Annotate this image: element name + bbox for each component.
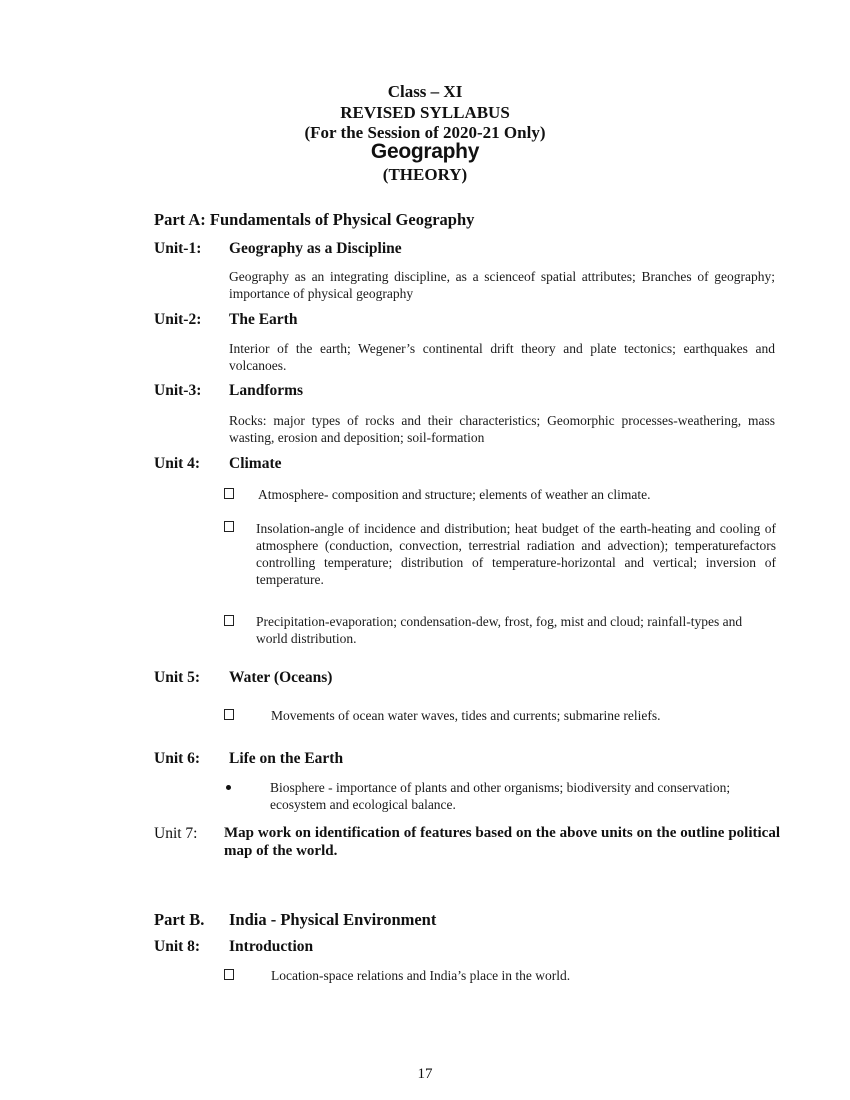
unit-1-description: Geography as an integrating discipline, as a scienceof spatial attributes; Branches of geography; importance of physical geography bbox=[229, 269, 775, 301]
unit-5-label: Unit 5: bbox=[154, 669, 201, 686]
part-a-heading: Part A: Fundamentals of Physical Geography bbox=[154, 210, 475, 229]
bullet-box-icon bbox=[224, 488, 234, 499]
bullet-box-icon bbox=[224, 615, 234, 626]
unit-6-title: Life on the Earth bbox=[229, 750, 344, 767]
unit-1-title: Geography as a Discipline bbox=[229, 240, 402, 257]
theory-heading: (THEORY) bbox=[382, 165, 468, 184]
unit-8-label: Unit 8: bbox=[154, 938, 201, 955]
bullet-box-icon bbox=[224, 969, 234, 980]
class-heading: Class – XI bbox=[387, 82, 463, 101]
unit-2-label: Unit-2: bbox=[154, 311, 202, 328]
part-b-title: India - Physical Environment bbox=[229, 910, 437, 929]
bullet-box-icon bbox=[224, 521, 234, 532]
unit-8-bullet-1: Location-space relations and India’s place in the world. bbox=[271, 968, 571, 983]
revised-syllabus-heading: REVISED SYLLABUS bbox=[340, 103, 510, 122]
unit-7-label: Unit 7: bbox=[154, 825, 198, 842]
unit-4-label: Unit 4: bbox=[154, 455, 201, 472]
unit-4-title: Climate bbox=[229, 455, 282, 472]
page-number: 17 bbox=[417, 1066, 433, 1082]
unit-3-label: Unit-3: bbox=[154, 382, 202, 399]
unit-6-label: Unit 6: bbox=[154, 750, 201, 767]
unit-2-description: Interior of the earth; Wegener’s continental drift theory and plate tectonics; earthquakes and volcanoes. bbox=[229, 341, 775, 373]
part-b-label: Part B. bbox=[154, 910, 205, 929]
unit-5-bullet-1: Movements of ocean water waves, tides and currents; submarine reliefs. bbox=[271, 708, 661, 723]
unit-4-bullet-3: Precipitation-evaporation; condensation-dew, frost, fog, mist and cloud; rainfall-types and world distribution. bbox=[256, 614, 743, 646]
unit-3-title: Landforms bbox=[229, 382, 304, 399]
unit-2-title: The Earth bbox=[229, 311, 298, 328]
bullet-box-icon bbox=[224, 709, 234, 720]
unit-1-label: Unit-1: bbox=[154, 240, 202, 257]
unit-4-bullet-1: Atmosphere- composition and structure; elements of weather an climate. bbox=[258, 487, 651, 502]
unit-7-description: Map work on identification of features based on the above units on the outline political map of the world. bbox=[224, 825, 780, 859]
unit-8-title: Introduction bbox=[229, 938, 314, 955]
subject-heading: Geography bbox=[370, 140, 480, 163]
unit-5-title: Water (Oceans) bbox=[229, 669, 333, 686]
unit-4-bullet-2: Insolation-angle of incidence and distribution; heat budget of the earth-heating and cooling of atmosphere (conduction, convection, terrestrial radiation and advection); temperaturefactors controlling temperature; distribution of temperature-horizontal and vertical; inversion of temperature. bbox=[256, 521, 776, 587]
session-heading: (For the Session of 2020-21 Only) bbox=[304, 123, 546, 142]
unit-6-bullet-1: Biosphere - importance of plants and other organisms; biodiversity and conservation; ecosystem and ecological balance. bbox=[270, 780, 731, 812]
bullet-dot-icon bbox=[226, 785, 231, 790]
unit-3-description: Rocks: major types of rocks and their characteristics; Geomorphic processes-weathering, mass wasting, erosion and deposition; soil-formation bbox=[229, 413, 775, 445]
